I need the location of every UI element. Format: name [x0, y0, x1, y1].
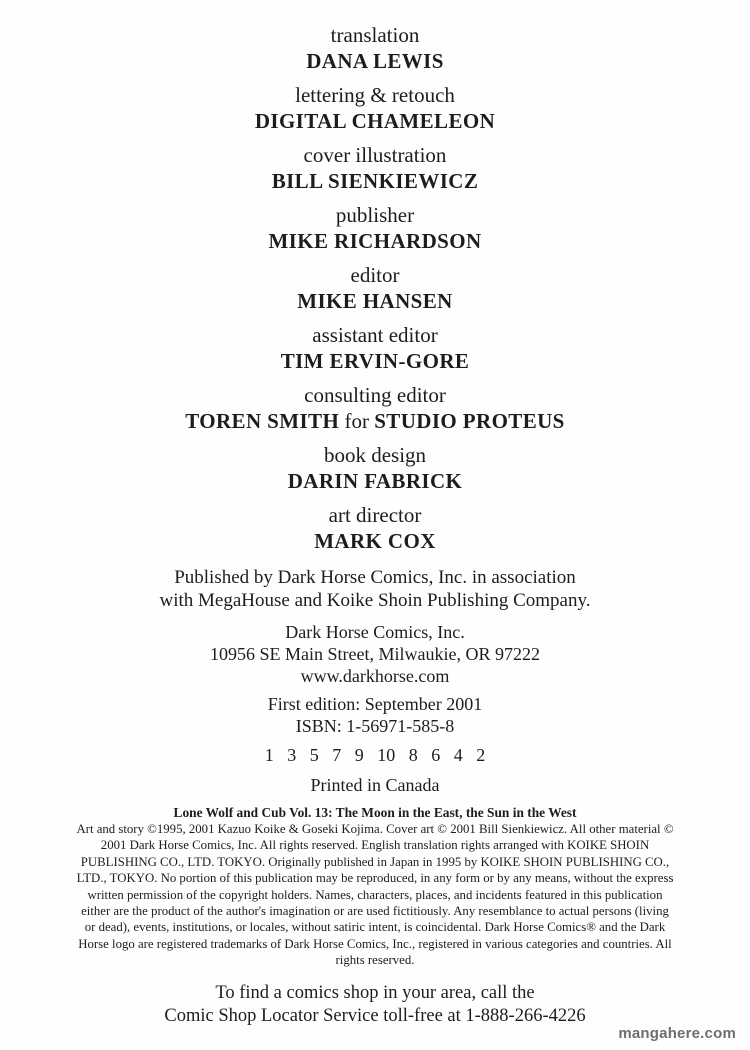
legal-title: Lone Wolf and Cub Vol. 13: The Moon in the East, the Sun in the West — [173, 805, 577, 820]
credit-entry-cover-illustration — [0, 142, 750, 194]
credit-role: consulting editor — [304, 383, 446, 407]
site-watermark: mangahere.com — [618, 1025, 736, 1042]
credit-name: MIKE RICHARDSON — [268, 229, 482, 253]
credit-role: publisher — [335, 203, 415, 227]
edition-info — [0, 693, 750, 737]
credit-entry-editor — [0, 262, 750, 314]
credit-role: translation — [330, 23, 420, 47]
association-line-1: Published by Dark Horse Comics, Inc. in association — [174, 567, 576, 588]
credit-name: MARK COX — [314, 529, 436, 553]
credit-role: book design — [323, 443, 427, 467]
printed-in-line: Printed in Canada — [310, 775, 440, 795]
legal-block — [75, 804, 675, 969]
credit-name: TIM ERVIN-GORE — [280, 349, 470, 373]
credit-entry-book-design — [0, 442, 750, 494]
credit-name: BILL SIENKIEWICZ — [271, 169, 479, 193]
credit-name: DARIN FABRICK — [287, 469, 463, 493]
credit-role: assistant editor — [312, 323, 438, 347]
credit-name-connector: for — [339, 409, 375, 433]
credit-entry-consulting-editor — [0, 382, 750, 434]
legal-body: Art and story ©1995, 2001 Kazuo Koike & Goseki Kojima. Cover art © 2001 Bill Sienkiewicz. All other material © 2001 Dark Horse Comics, Inc. All rights reserved. English translation rights arranged with KOIKE SHOIN PUBLISHING CO., LTD. TOKYO. Originally published in Japan in 1995 by KOIKE SHOIN PUBLISHING CO., LTD., TOKYO. No portion of this publication may be reproduced, in any form or by any means, without the express written permission of the copyright holders. Names, characters, places, and incidents featured in this publication either are the product of the author's imagination or are used fictitiously. Any resemblance to actual persons (living or dead), events, institutions, or locales, without satiric intent, is coincidental. Dark Horse Comics® and the Dark Horse logo are registered trademarks of Dark Horse Comics, Inc., registered in various categories and countries. All rights reserved. — [76, 822, 674, 968]
credit-name-part: TOREN SMITH — [185, 409, 340, 433]
credit-name — [0, 408, 750, 434]
print-run-numbers: 1 3 5 7 9 10 8 6 4 2 — [264, 745, 486, 765]
credit-name-part: STUDIO PROTEUS — [374, 409, 565, 433]
credit-entry-lettering — [0, 82, 750, 134]
locator-line-2: Comic Shop Locator Service toll-free at 1-888-266-4226 — [164, 1005, 586, 1026]
credit-entry-art-director — [0, 502, 750, 554]
association-statement — [0, 566, 750, 612]
locator-line-1: To find a comics shop in your area, call the — [215, 982, 535, 1003]
publisher-company: Dark Horse Comics, Inc. — [285, 622, 465, 642]
credit-entry-assistant-editor — [0, 322, 750, 374]
publisher-street: 10956 SE Main Street, Milwaukie, OR 97222 — [210, 644, 540, 664]
publisher-address — [0, 621, 750, 687]
isbn-line: ISBN: 1-56971-585-8 — [295, 716, 455, 736]
credit-name: DIGITAL CHAMELEON — [254, 109, 496, 133]
first-edition-line: First edition: September 2001 — [267, 694, 483, 714]
credit-entry-publisher — [0, 202, 750, 254]
credit-role: lettering & retouch — [295, 83, 455, 107]
credit-role: editor — [350, 263, 400, 287]
credit-name: MIKE HANSEN — [297, 289, 453, 313]
credit-role: cover illustration — [303, 143, 447, 167]
association-line-2: with MegaHouse and Koike Shoin Publishing Company. — [159, 590, 591, 611]
credit-name: DANA LEWIS — [306, 49, 444, 73]
publisher-website: www.darkhorse.com — [300, 666, 450, 686]
credit-entry-translation — [0, 22, 750, 74]
credit-role: art director — [328, 503, 422, 527]
comic-shop-locator — [0, 982, 750, 1028]
credits-list — [0, 22, 750, 554]
